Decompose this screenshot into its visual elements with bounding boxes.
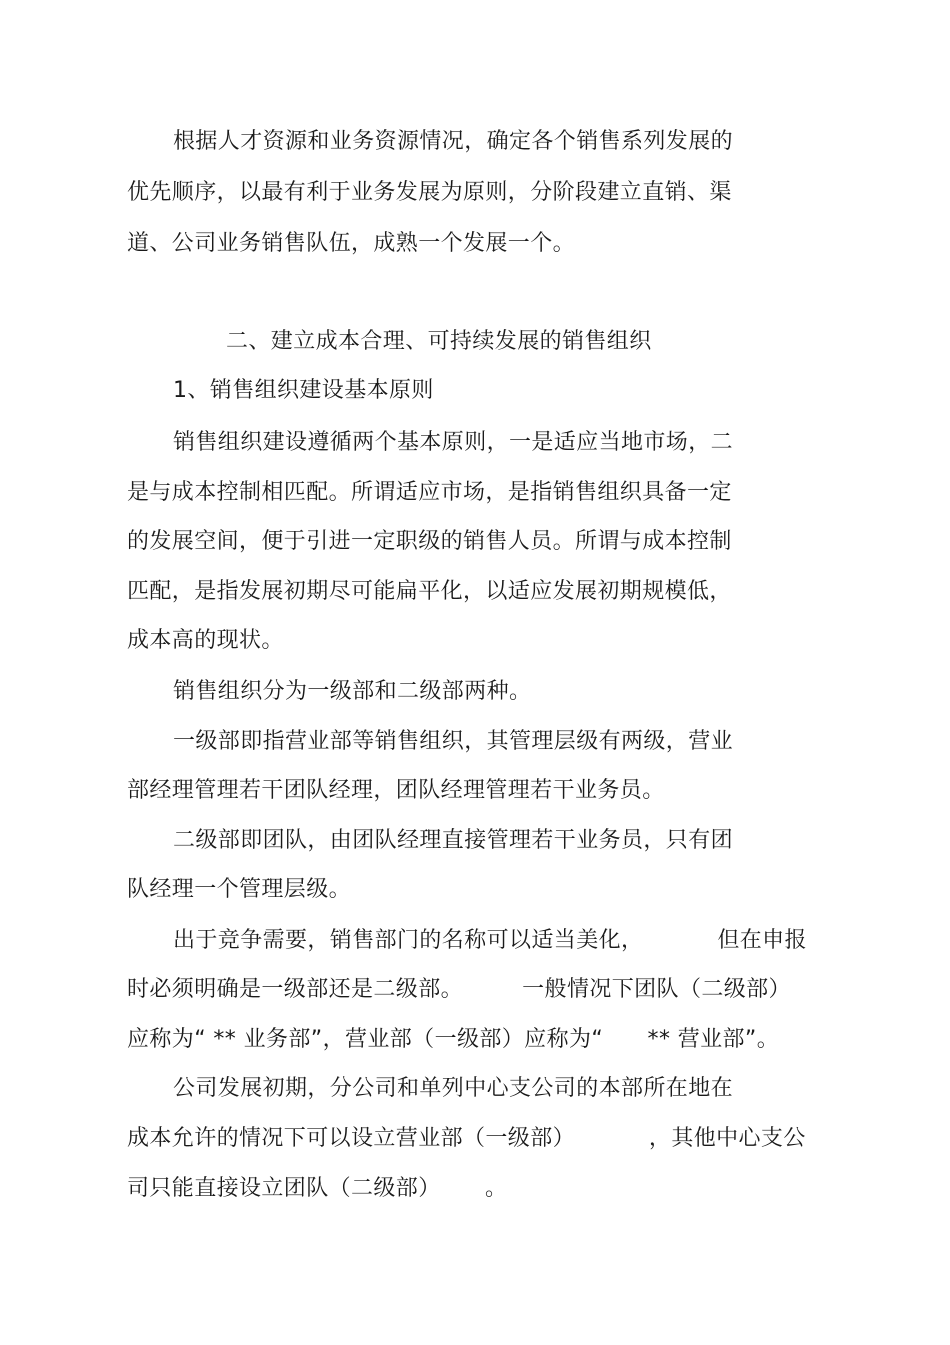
paragraph-1-line-1: 根据人才资源和业务资源情况，确定各个销售系列发展的 [173,129,734,154]
paragraph-6-line-2: 时必须明确是一级部还是二级部。 一般情况下团队（二级部） [127,977,791,1002]
paragraph-5-line-1: 二级部即团队，由团队经理直接管理若干业务员，只有团 [173,828,734,853]
paragraph-3-line-1: 销售组织分为一级部和二级部两种。 [173,679,532,704]
paragraph-4-line-2: 部经理管理若干团队经理，团队经理管理若干业务员。 [127,778,665,803]
paragraph-4-line-1: 一级部即指营业部等销售组织，其管理层级有两级，营业 [173,729,734,754]
paragraph-2-line-5: 成本高的现状。 [127,628,284,653]
paragraph-7-line-2: 成本允许的情况下可以设立营业部（一级部） ，其他中心支公 [127,1126,806,1151]
paragraph-2-line-4: 匹配，是指发展初期尽可能扁平化，以适应发展初期规模低， [127,579,732,604]
paragraph-7-line-3: 司只能直接设立团队（二级部） 。 [127,1176,508,1201]
paragraph-2-line-2: 是与成本控制相匹配。所谓适应市场，是指销售组织具备一定 [127,480,732,505]
paragraph-2-line-3: 的发展空间，便于引进一定职级的销售人员。所谓与成本控制 [127,529,732,554]
section-heading: 二、建立成本合理、可持续发展的销售组织 [226,329,652,354]
paragraph-2-line-1: 销售组织建设遵循两个基本原则，一是适应当地市场，二 [173,430,734,455]
paragraph-6-line-1: 出于竞争需要，销售部门的名称可以适当美化， 但在申报 [173,928,807,953]
paragraph-1-line-3: 道、公司业务销售队伍，成熟一个发展一个。 [127,231,576,256]
subsection-heading: 1、销售组织建设基本原则 [173,378,434,403]
paragraph-6-line-3: 应称为“ ** 业务部”，营业部（一级部）应称为“ ** 营业部”。 [127,1027,780,1052]
paragraph-1-line-2: 优先顺序，以最有利于业务发展为原则，分阶段建立直销、渠 [127,180,732,205]
paragraph-7-line-1: 公司发展初期，分公司和单列中心支公司的本部所在地在 [173,1076,734,1101]
paragraph-5-line-2: 队经理一个管理层级。 [127,877,352,902]
